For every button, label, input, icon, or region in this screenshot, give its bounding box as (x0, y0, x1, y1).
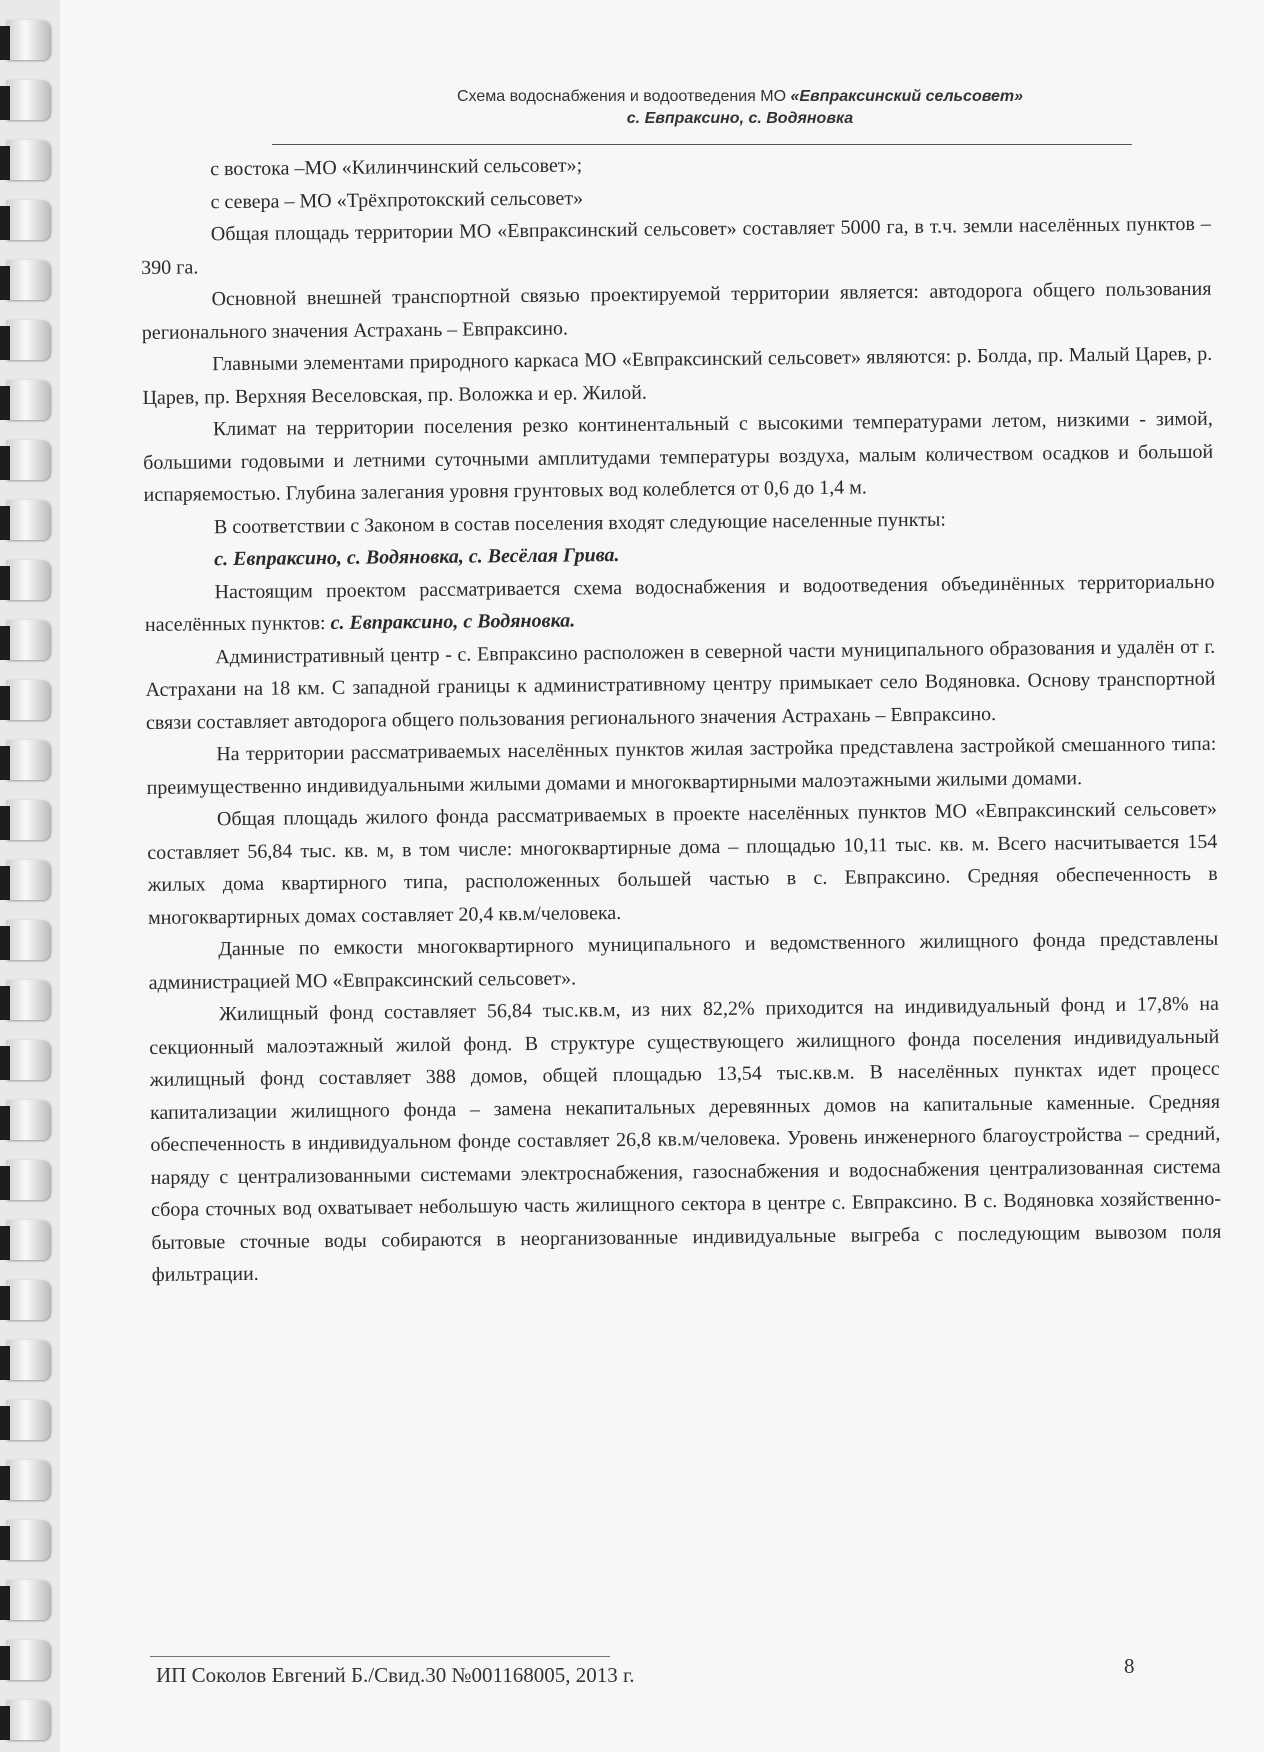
document-page (60, 0, 1264, 1752)
settlements-list: с. Евпраксино, с. Водяновка, с. Весёлая Грива. (214, 544, 620, 571)
paragraph: В соответствии с Законом в состав поселения входят следующие населенные пункты: (213, 508, 946, 538)
header-org: «Евпраксинский сельсовет» (790, 88, 1023, 105)
header-locations: с. Евпраксино, с. Водяновка (626, 110, 854, 127)
binding-ring (6, 440, 50, 480)
paragraph: Данные по емкости многоквартирного муниципального и ведомственного жилищного фонда представлены администрацией МО «Евпраксинский сельсовет». (148, 927, 1219, 994)
binding-ring (6, 860, 50, 900)
footer-credit: ИП Соколов Евгений Б./Свид.30 №001168005, 2013 г. (156, 1663, 635, 1687)
paragraph: Главными элементами природного каркаса МО «Евпраксинский сельсовет» являются: р. Болда, пр. Малый Царев, р. Царев, пр. Верхняя Веселовская, пр. Воложка и ер. Жилой. (142, 342, 1213, 409)
paragraph: На территории рассматриваемых населённых пунктов жилая застройка представлена застройкой смешанного типа: преимущественно индивидуальными жилыми домами и многоквартирными малоэтажными жилыми домами. (146, 732, 1217, 799)
binding-ring (6, 1040, 50, 1080)
binding-ring (6, 920, 50, 960)
binding-ring (6, 620, 50, 660)
binding-ring (6, 560, 50, 600)
binding-ring (6, 1640, 50, 1680)
binding-ring (6, 1220, 50, 1260)
binding-ring (6, 800, 50, 840)
binding-ring (6, 200, 50, 240)
binding-ring (6, 1400, 50, 1440)
paragraph: с севера – МО «Трёхпротокский сельсовет» (210, 186, 584, 213)
paragraph: Общая площадь территории МО «Евпраксинский сельсовет» составляет 5000 га, в т.ч. земли населённых пунктов – 390 га. (141, 212, 1211, 279)
binding-ring (6, 680, 50, 720)
binding-ring (6, 1700, 50, 1740)
binding-ring (6, 740, 50, 780)
paragraph (144, 565, 1215, 641)
binding-ring (6, 1100, 50, 1140)
binding-ring (6, 1520, 50, 1560)
paragraph: Административный центр - с. Евпраксино расположен в северной части муниципального образования и удалён от г. Астрахани на 18 км. С западной границы к административному центру примыкает село Водяновка. Основу транспортной связи составляет автодорога общего пользования регионального значения Астрахань – Евпраксино. (145, 635, 1216, 734)
binding-ring (6, 1160, 50, 1200)
header-title: Схема водоснабжения и водоотведения МО (456, 88, 791, 105)
paragraph-text: Настоящим проектом рассматривается схема водоснабжения и водоотведения объединённых территориально населённых пунктов: (144, 570, 1215, 636)
binding-ring (6, 1580, 50, 1620)
binding-ring (6, 980, 50, 1020)
paragraph: Общая площадь жилого фонда рассматриваемых в проекте населённых пунктов МО «Евпраксинский сельсовет» составляет 56,84 тыс. кв. м, в том числе: многоквартирные дома – площадью 10,11 тыс. кв. м. Всего насчитывается 154 жилых дома квартирного типа, расположенных большей частью в с. Евпраксино. Средняя обеспеченность в многоквартирных домах составляет 20,4 кв.м/человека. (147, 797, 1218, 929)
binding-ring (6, 320, 50, 360)
footer-divider (150, 1656, 610, 1657)
paragraph: Основной внешней транспортной связью проектируемой территории является: автодорога общего пользования регионального значения Астрахань – Евпраксино. (141, 277, 1212, 344)
binding-ring (6, 500, 50, 540)
running-header (360, 86, 1120, 130)
binding-ring (6, 260, 50, 300)
paragraph: Жилищный фонд составляет 56,84 тыс.кв.м, из них 82,2% приходится на индивидуальный фонд и 17,8% на секционный малоэтажный жилой фонд. В структуре существующего жилищного фонда поселения индивидуальный жилищный фонд составляет 388 домов, общей площадью 13,54 тыс.кв.м. В населённых пунктах идет процесс капитализации жилищного фонда – замена некапитальных деревянных домов на капитальные каменные. Средняя обеспеченность в индивидуальном фонде составляет 26,8 кв.м/человека. Уровень инженерного благоустройства – средний, наряду с централизованными системами электроснабжения, газоснабжения и водоснабжения централизованная система сбора сточных вод охватывает небольшую часть жилищного сектора в центре с. Евпраксино. В с. Водяновка хозяйственно-бытовые сточные воды собираются в неорганизованные индивидуальные выгреба с последующим вывозом поля фильтрации. (149, 992, 1222, 1286)
paragraph: Климат на территории поселения резко континентальный с высокими температурами летом, низкими - зимой, большими годовыми и летними суточными амплитудами температуры воздуха, малым количеством осадков и большой испаряемостью. Глубина залегания уровня грунтовых вод колеблется от 0,6 до 1,4 м. (143, 407, 1214, 506)
binding-ring (6, 140, 50, 180)
page-number: 8 (1124, 1654, 1135, 1678)
body-text (140, 143, 1222, 1292)
binding-ring (6, 80, 50, 120)
binding-ring (6, 1280, 50, 1320)
binding-ring (6, 1340, 50, 1380)
binding-ring (6, 1460, 50, 1500)
binding-ring (6, 380, 50, 420)
paragraph-emphasis: с. Евпраксино, с Водяновка. (330, 609, 576, 635)
spiral-binding (0, 0, 60, 1752)
binding-ring (6, 20, 50, 60)
paragraph: с востока –МО «Килинчинский сельсовет»; (210, 154, 583, 181)
